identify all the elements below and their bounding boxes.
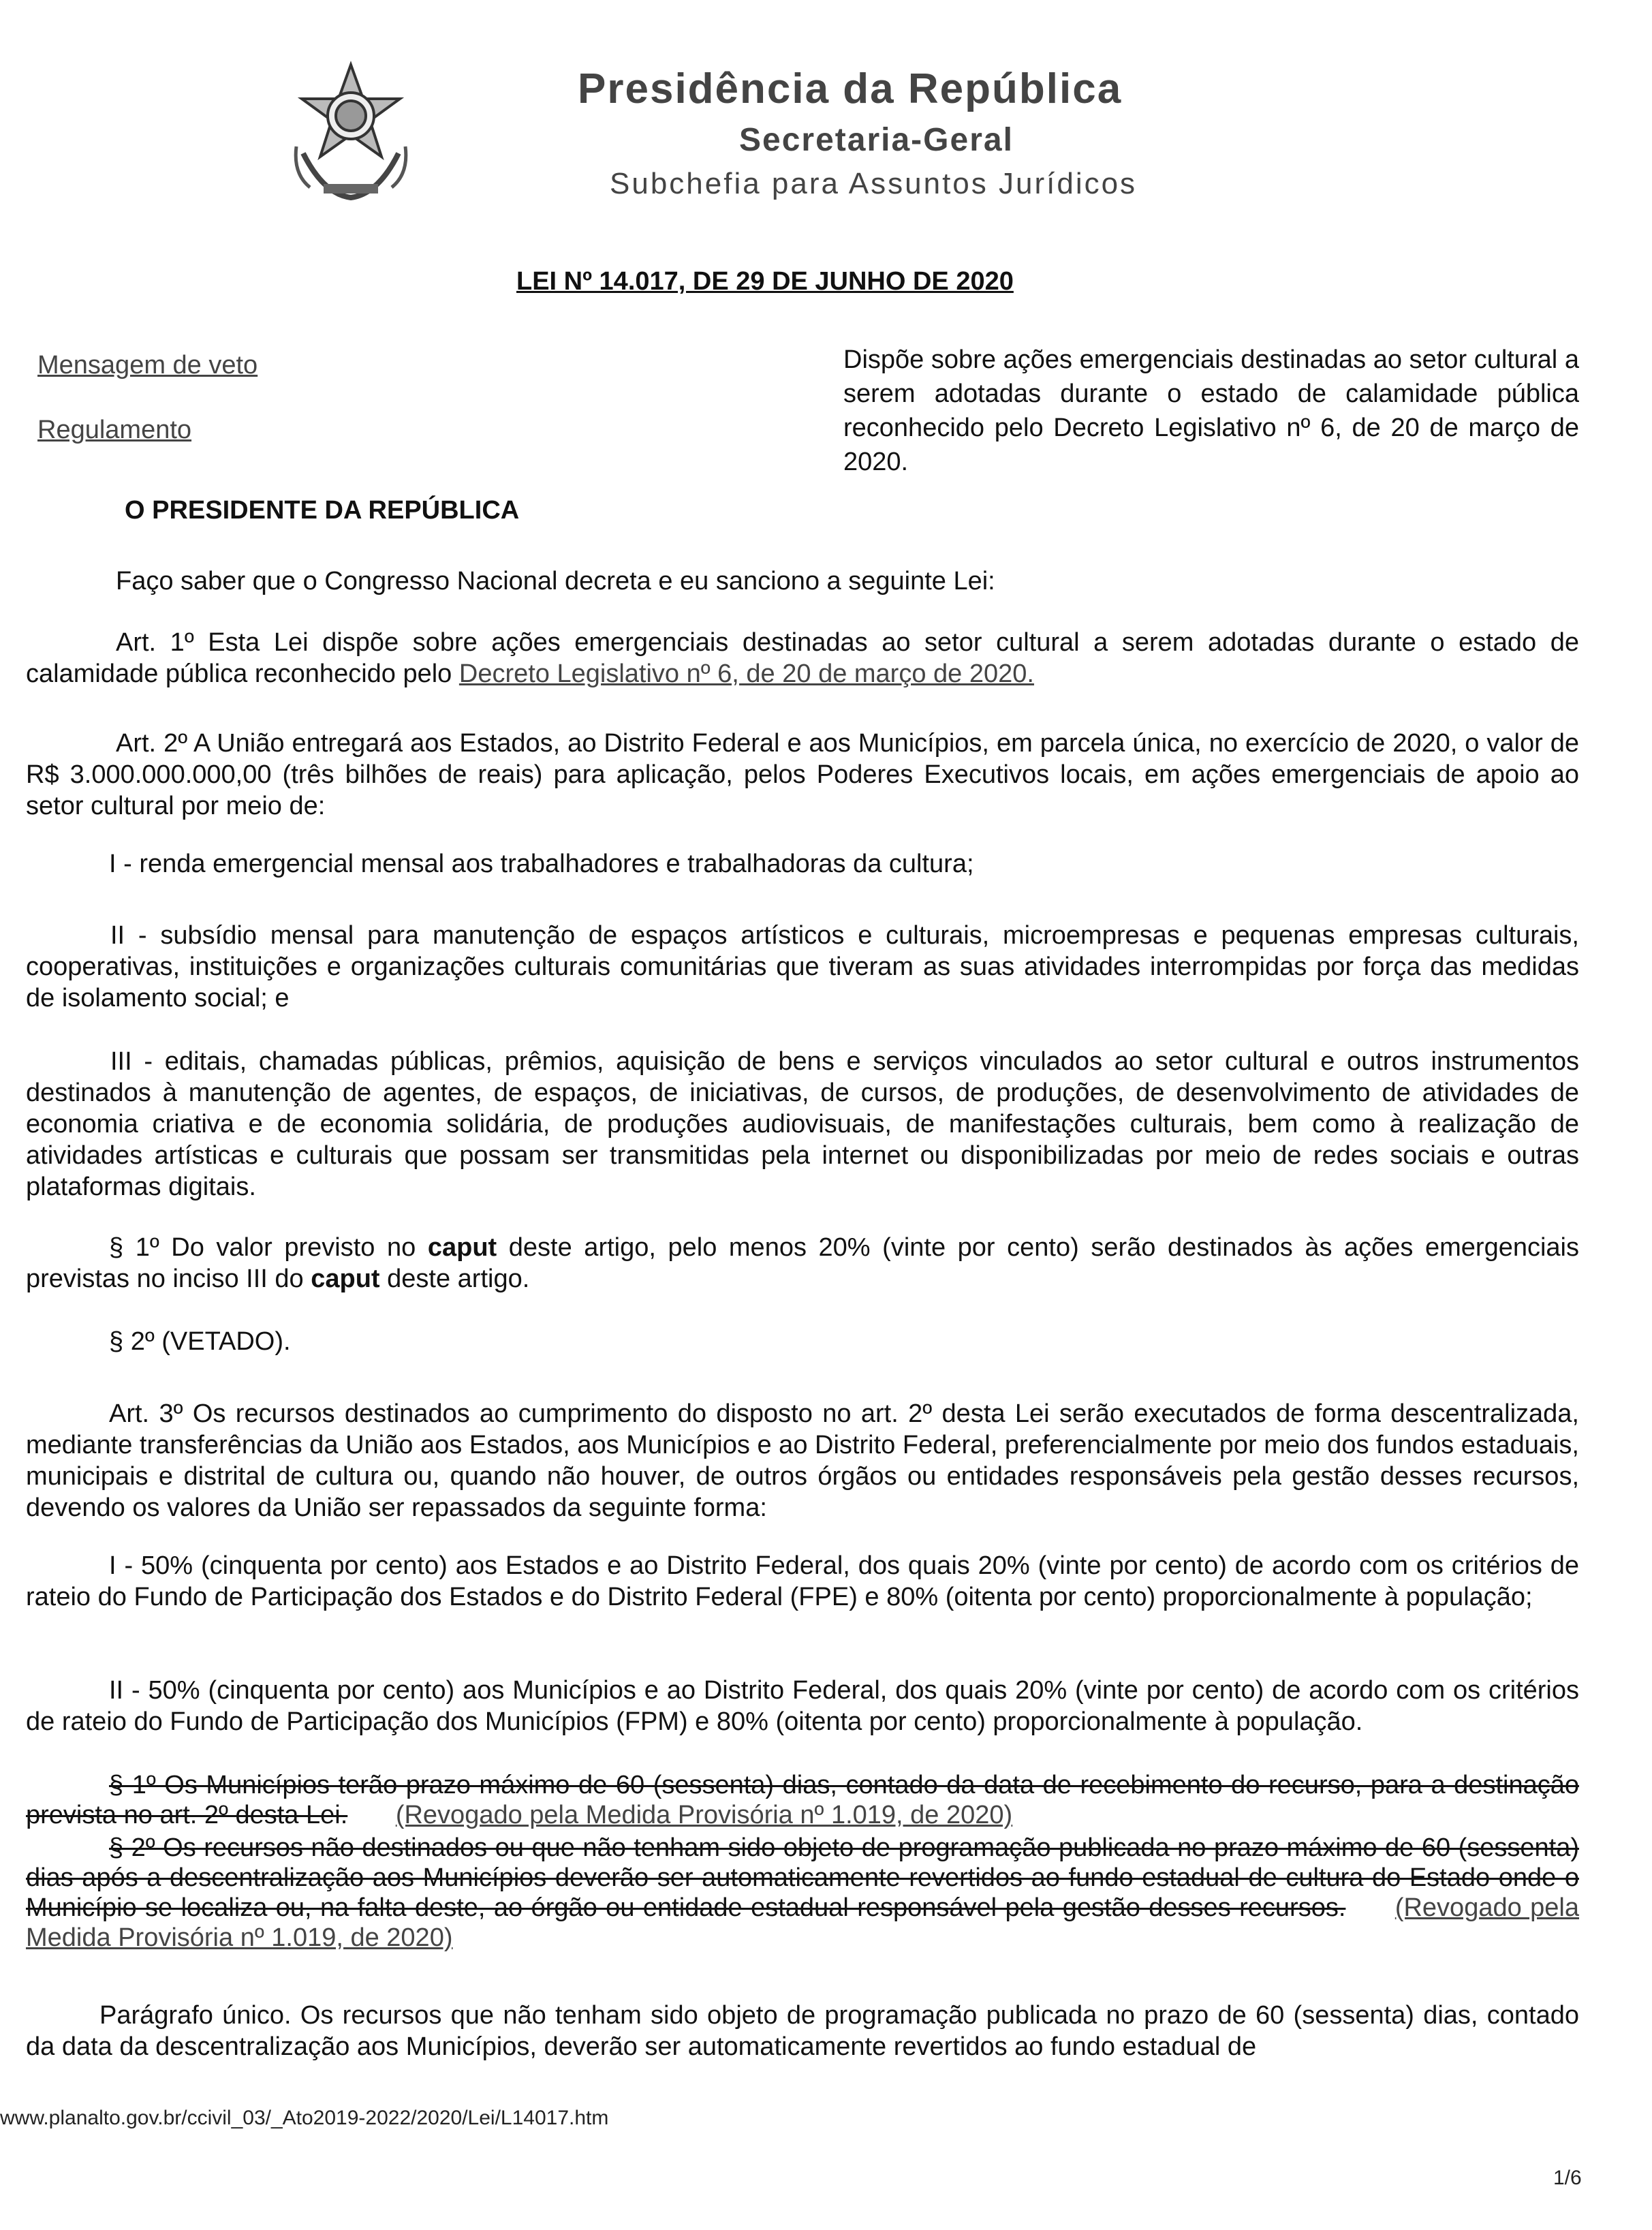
- art-2-p1-part-b: deste artigo, pelo menos 20% (vinte por cento) serão destinados às ações emergenciais previstas no inciso III do: [26, 1233, 1579, 1293]
- decree-link[interactable]: Decreto Legislativo nº 6, de 20 de março de 2020.: [458, 660, 1034, 688]
- art-3-item-ii: II - 50% (cinquenta por cento) aos Municípios e ao Distrito Federal, dos quais 20% (vinte por cento) de acordo com os critérios de rateio do Fundo de Participação dos Municípios (FPM) e 80% (oitenta por cento) proporcionalmente à população.: [26, 1676, 1579, 1736]
- art-1-text: Art. 1º Esta Lei dispõe sobre ações emergenciais destinadas ao setor cultural a serem adotadas durante o estado de calamidade pública reconhecido pelo: [26, 628, 1579, 688]
- art-2: Art. 2º A União entregará aos Estados, ao Distrito Federal e aos Municípios, em parcela única, no exercício de 2020, o valor de R$ 3.000.000.000,00 (três bilhões de reais) para aplicação, pelos Poderes Executivos locais, em ações emergenciais de apoio ao setor cultural por meio de:: [26, 729, 1579, 820]
- art-2-item-ii: II - subsídio mensal para manutenção de espaços artísticos e culturais, microempresas e pequenas empresas culturais, cooperativas, instituições e organizações culturais comunitárias que tiveram as suas atividades interrompidas por força das medidas de isolamento social; e: [26, 921, 1579, 1012]
- art-2-item-i: I - renda emergencial mensal aos trabalhadores e trabalhadoras da cultura;: [109, 850, 974, 878]
- revoked-by-mp-link-2[interactable]: (Revogado pela Medida Provisória nº 1.019, de 2020): [26, 1893, 1579, 1952]
- president-heading: O PRESIDENTE DA REPÚBLICA: [125, 496, 520, 525]
- art-2-p1-part-a: § 1º Do valor previsto no: [109, 1233, 416, 1262]
- regulation-link[interactable]: Regulamento: [37, 416, 192, 444]
- art-3-item-i: I - 50% (cinquenta por cento) aos Estados e ao Distrito Federal, dos quais 20% (vinte por cento) de acordo com os critérios de rateio do Fundo de Participação dos Estados e do Distrito Federal (FPE) e 80% (oitenta por cento) proporcionalmente à população;: [26, 1551, 1579, 1611]
- art-2-item-iii: III - editais, chamadas públicas, prêmios, aquisição de bens e serviços vinculados ao setor cultural e outros instrumentos destinados à manutenção de agentes, de espaços, de iniciativas, de cursos, de produções, de desenvolvimento de atividades de economia criativa e de economia solidária, de produções audiovisuais, de manifestações culturais, bem como à realização de atividades artísticas e culturais que possam ser transmitidas pela internet ou disponibilizadas por meio de redes sociais e outras plataformas digitais.: [26, 1047, 1579, 1201]
- veto-message-link[interactable]: Mensagem de veto: [37, 351, 258, 380]
- revoked-by-mp-link-1[interactable]: (Revogado pela Medida Provisória nº 1.019, de 2020): [395, 1801, 1013, 1829]
- page-number: 1/6: [1553, 2167, 1582, 2189]
- brazil-coat-of-arms-icon: [283, 58, 419, 208]
- law-title: LEI Nº 14.017, DE 29 DE JUNHO DE 2020: [516, 267, 1014, 296]
- header-title: Presidência da República: [578, 65, 1123, 112]
- revoked-paragraph-1-text: § 1º Os Municípios terão prazo máximo de 60 (sessenta) dias, contado da data de recebimento do recurso, para a destinação prevista no art. 2º desta Lei.: [26, 1771, 1579, 1829]
- revoked-paragraph-2-text: § 2º Os recursos não destinados ou que não tenham sido objeto de programação publicada no prazo máximo de 60 (sessenta) dias após a descentralização aos Municípios deverão ser automaticamente revertidos ao fundo estadual de cultura do Estado onde o Município se localiza ou, na falta deste, ao órgão ou entidade estadual responsável pela gestão desses recursos.: [26, 1833, 1579, 1922]
- art-2-paragraph-1: [26, 1232, 1579, 1295]
- revoked-paragraph-2: [26, 1833, 1579, 1953]
- art-3: Art. 3º Os recursos destinados ao cumprimento do disposto no art. 2º desta Lei serão executados de forma descentralizada, mediante transferências da União aos Estados, aos Municípios e ao Distrito Federal, preferencialmente por meio dos fundos estaduais, municipais e distrital de cultura ou, quando não houver, de outros órgãos ou entidades responsáveis pela gestão desses recursos, devendo os valores da União ser repassados da seguinte forma:: [26, 1399, 1579, 1522]
- header-subtitle: Secretaria-Geral: [739, 122, 1014, 158]
- paragrafo-unico: Parágrafo único. Os recursos que não tenham sido objeto de programação publicada no prazo de 60 (sessenta) dias, contado da data da descentralização aos Municípios, deverão ser automaticamente revertidos ao fundo estadual de: [26, 2001, 1579, 2061]
- art-2-paragraph-2: § 2º (VETADO).: [109, 1327, 291, 1356]
- caput-term-2: caput: [311, 1265, 380, 1293]
- revoked-paragraph-1: [26, 1770, 1579, 1830]
- header-subtitle2: Subchefia para Assuntos Jurídicos: [610, 167, 1138, 200]
- footer-url[interactable]: www.planalto.gov.br/ccivil_03/_Ato2019-2022/2020/Lei/L14017.htm: [0, 2107, 609, 2129]
- caput-term: caput: [427, 1233, 497, 1262]
- art-2-p1-part-c: deste artigo.: [387, 1265, 530, 1293]
- art-1: [26, 627, 1579, 690]
- ementa: Dispõe sobre ações emergenciais destinadas ao setor cultural a serem adotadas durante o estado de calamidade pública reconhecido pelo Decreto Legislativo nº 6, de 20 de março de 2020.: [843, 345, 1579, 476]
- preamble: Faço saber que o Congresso Nacional decreta e eu sanciono a seguinte Lei:: [116, 567, 995, 595]
